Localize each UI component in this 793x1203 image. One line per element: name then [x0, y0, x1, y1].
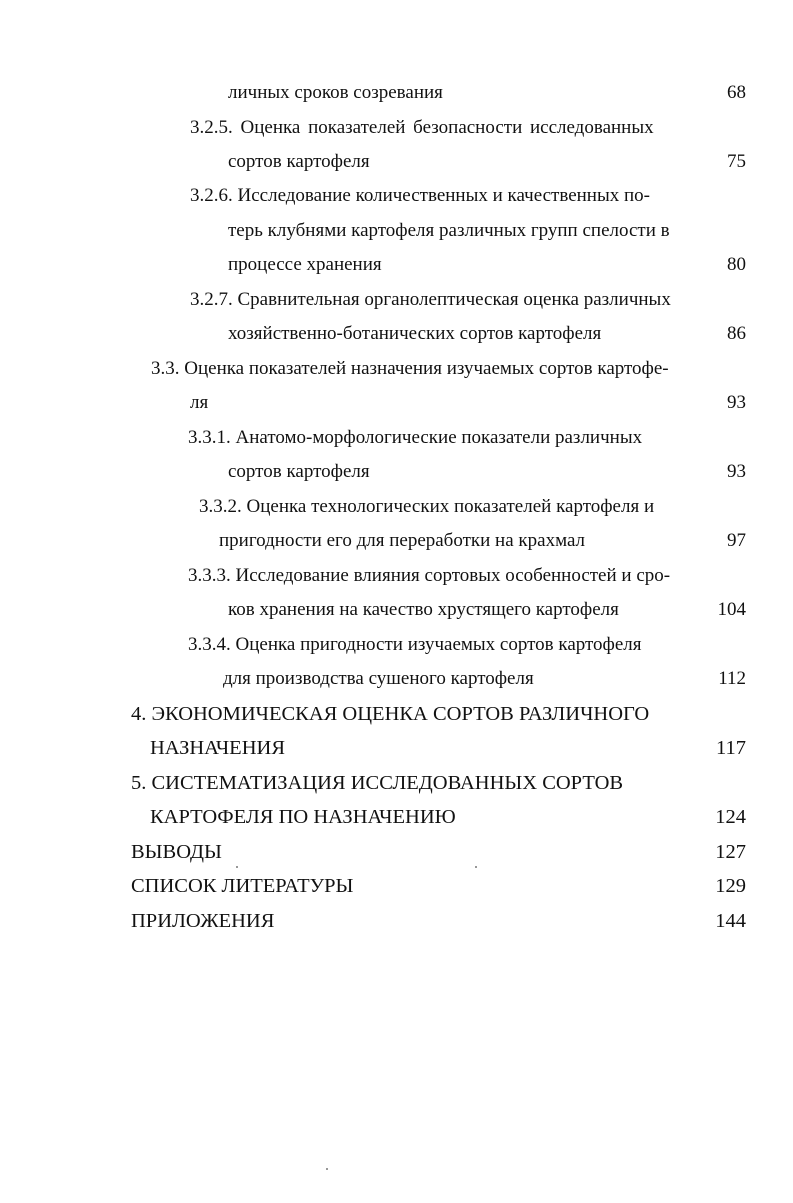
toc-line: ля	[190, 392, 209, 413]
toc-line: ков хранения на качество хрустящего картофеля	[228, 599, 619, 620]
page-number: 104	[717, 599, 746, 620]
scan-speck	[475, 866, 477, 868]
toc-line: 3.2.5. Оценка показателей безопасности исследованных	[190, 117, 654, 138]
toc-line: СПИСОК ЛИТЕРАТУРЫ	[131, 875, 354, 897]
page-number: 112	[718, 668, 746, 689]
page-number: 93	[727, 461, 746, 482]
toc-line: 3.3.3. Исследование влияния сортовых особенностей и сро-	[188, 565, 671, 586]
scan-speck	[236, 866, 238, 868]
toc-line: личных сроков созревания	[228, 82, 443, 103]
page-number: 97	[727, 530, 746, 551]
toc-line: НАЗНАЧЕНИЯ	[150, 737, 285, 759]
page-number: 117	[716, 737, 746, 759]
page-number: 68	[727, 82, 746, 103]
toc-line: 3.2.6. Исследование количественных и качественных по-	[190, 185, 650, 206]
toc-line: 3.2.7. Сравнительная органолептическая оценка различных	[190, 289, 671, 310]
page-number: 80	[727, 254, 746, 275]
toc-line: пригодности его для переработки на крахмал	[219, 530, 586, 551]
toc-line: КАРТОФЕЛЯ ПО НАЗНАЧЕНИЮ	[150, 806, 456, 828]
toc-line: хозяйственно-ботанических сортов картофеля	[228, 323, 602, 344]
toc-line: сортов картофеля	[228, 151, 370, 172]
page-number: 144	[715, 910, 746, 932]
page-number: 75	[727, 151, 746, 172]
page-number: 127	[715, 841, 746, 863]
toc-line: 4. ЭКОНОМИЧЕСКАЯ ОЦЕНКА СОРТОВ РАЗЛИЧНОГО	[131, 703, 650, 725]
page-number: 129	[715, 875, 746, 897]
toc-line: 3.3.2. Оценка технологических показателей картофеля и	[199, 496, 655, 517]
toc-line: для производства сушеного картофеля	[223, 668, 534, 689]
page-number: 86	[727, 323, 746, 344]
toc-line: сортов картофеля	[228, 461, 370, 482]
toc-line: ВЫВОДЫ	[131, 841, 222, 863]
toc-line: 5. СИСТЕМАТИЗАЦИЯ ИССЛЕДОВАННЫХ СОРТОВ	[131, 772, 624, 794]
page-number: 124	[715, 806, 746, 828]
toc-line: 3.3.4. Оценка пригодности изучаемых сортов картофеля	[188, 634, 642, 655]
page-number: 93	[727, 392, 746, 413]
toc-line: процессе хранения	[228, 254, 382, 275]
toc-line: терь клубнями картофеля различных групп спелости в	[228, 220, 670, 241]
scan-speck	[326, 1168, 328, 1170]
toc-line: 3.3. Оценка показателей назначения изучаемых сортов картофе-	[151, 358, 669, 379]
toc-line: ПРИЛОЖЕНИЯ	[131, 910, 275, 932]
toc-line: 3.3.1. Анатомо-морфологические показатели различных	[188, 427, 643, 448]
